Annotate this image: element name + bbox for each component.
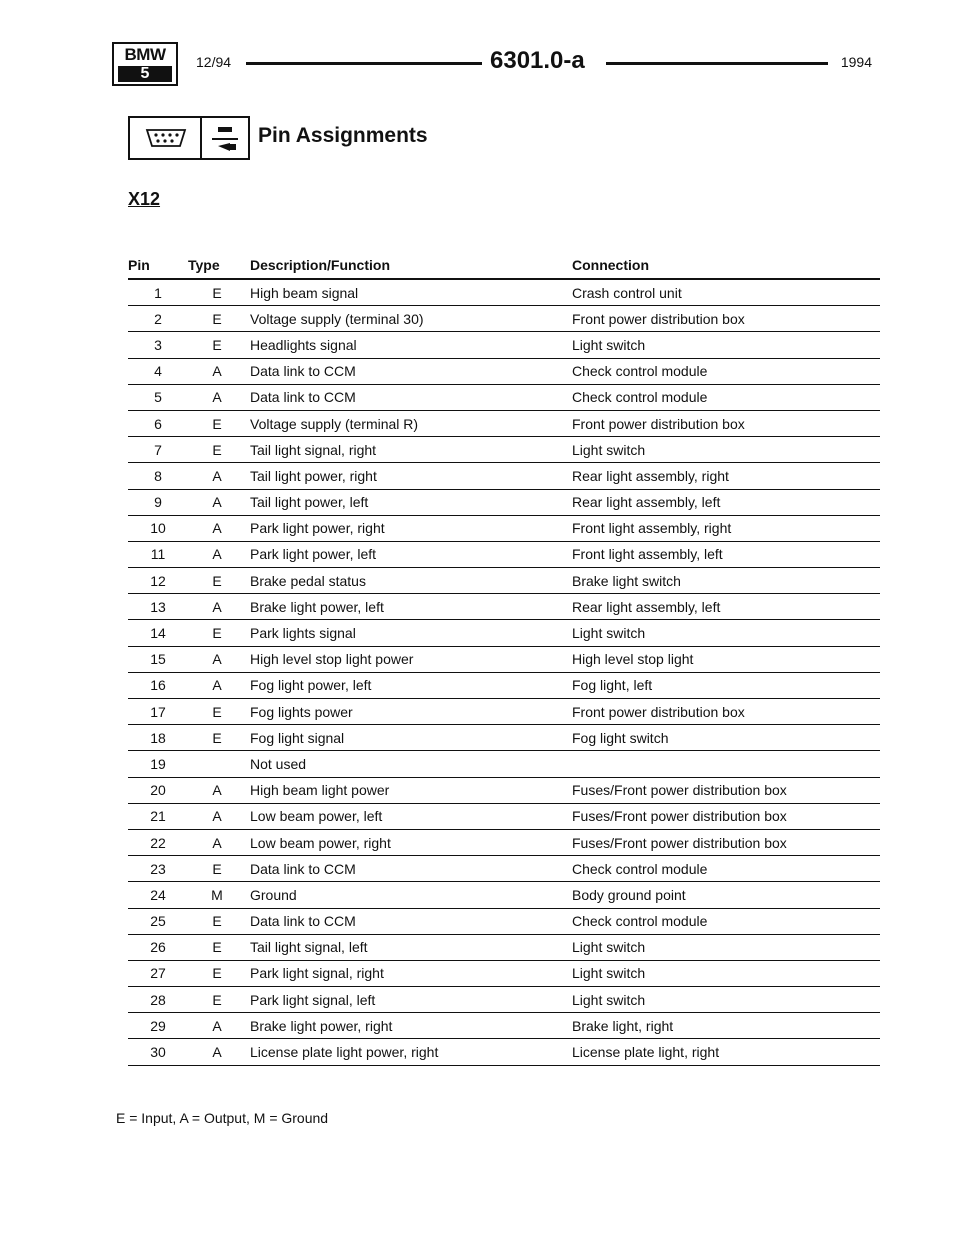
- pin-cell: 17: [128, 699, 188, 725]
- type-cell: M: [188, 882, 246, 908]
- table-row: [128, 829, 880, 855]
- connection-cell: Check control module: [572, 384, 880, 410]
- pin-cell: 18: [128, 725, 188, 751]
- connection-cell: Brake light, right: [572, 1013, 880, 1039]
- pin-cell: 21: [128, 803, 188, 829]
- type-cell: E: [188, 306, 246, 332]
- type-cell: E: [188, 410, 246, 436]
- connection-cell: Front light assembly, right: [572, 515, 880, 541]
- type-cell: A: [188, 672, 246, 698]
- description-cell: Park lights signal: [246, 620, 572, 646]
- pin-cell: 9: [128, 489, 188, 515]
- description-cell: Low beam power, left: [246, 803, 572, 829]
- table-header-row: [128, 252, 880, 279]
- connection-cell: Fuses/Front power distribution box: [572, 777, 880, 803]
- type-cell: A: [188, 489, 246, 515]
- pin-cell: 5: [128, 384, 188, 410]
- table-row: [128, 306, 880, 332]
- type-cell: E: [188, 620, 246, 646]
- table-row: [128, 934, 880, 960]
- type-cell: A: [188, 829, 246, 855]
- type-cell: A: [188, 384, 246, 410]
- table-row: [128, 568, 880, 594]
- description-cell: Fog light power, left: [246, 672, 572, 698]
- pin-cell: 30: [128, 1039, 188, 1065]
- connection-cell: Brake light switch: [572, 568, 880, 594]
- header-rule-right: [606, 62, 828, 65]
- connection-cell: Check control module: [572, 856, 880, 882]
- connection-cell: Fuses/Front power distribution box: [572, 803, 880, 829]
- description-cell: Tail light signal, left: [246, 934, 572, 960]
- type-cell: A: [188, 803, 246, 829]
- connector-icon-box: [128, 116, 250, 160]
- pin-cell: 24: [128, 882, 188, 908]
- connection-cell: Light switch: [572, 987, 880, 1013]
- connection-cell: Rear light assembly, right: [572, 463, 880, 489]
- type-cell: E: [188, 279, 246, 306]
- type-cell: A: [188, 1013, 246, 1039]
- type-cell: A: [188, 515, 246, 541]
- column-header-description: Description/Function: [246, 252, 572, 279]
- type-cell: [188, 751, 246, 777]
- pin-cell: 2: [128, 306, 188, 332]
- description-cell: Data link to CCM: [246, 856, 572, 882]
- page-header: [112, 42, 872, 88]
- header-rule-left: [246, 62, 482, 65]
- icon-divider: [200, 118, 202, 158]
- pin-cell: 1: [128, 279, 188, 306]
- connector-pins-icon: [144, 128, 188, 148]
- connection-cell: Light switch: [572, 437, 880, 463]
- description-cell: Low beam power, right: [246, 829, 572, 855]
- type-cell: A: [188, 541, 246, 567]
- pin-cell: 12: [128, 568, 188, 594]
- pin-cell: 10: [128, 515, 188, 541]
- connection-cell: License plate light, right: [572, 1039, 880, 1065]
- pin-cell: 6: [128, 410, 188, 436]
- type-cell: E: [188, 856, 246, 882]
- description-cell: Data link to CCM: [246, 358, 572, 384]
- table-row: [128, 463, 880, 489]
- pin-cell: 7: [128, 437, 188, 463]
- connection-cell: Fog light, left: [572, 672, 880, 698]
- table-row: [128, 960, 880, 986]
- pin-cell: 13: [128, 594, 188, 620]
- logo-text-top: BMW: [124, 45, 166, 64]
- table-row: [128, 908, 880, 934]
- table-row: [128, 1013, 880, 1039]
- table-row: [128, 751, 880, 777]
- pin-cell: 4: [128, 358, 188, 384]
- table-row: [128, 358, 880, 384]
- description-cell: Tail light power, left: [246, 489, 572, 515]
- table-row: [128, 515, 880, 541]
- table-row: [128, 410, 880, 436]
- description-cell: Tail light power, right: [246, 463, 572, 489]
- description-cell: Park light power, left: [246, 541, 572, 567]
- connection-cell: Fuses/Front power distribution box: [572, 829, 880, 855]
- description-cell: Tail light signal, right: [246, 437, 572, 463]
- type-cell: E: [188, 437, 246, 463]
- description-cell: Ground: [246, 882, 572, 908]
- connection-cell: High level stop light: [572, 646, 880, 672]
- table-row: [128, 541, 880, 567]
- pin-cell: 25: [128, 908, 188, 934]
- connection-cell: Light switch: [572, 620, 880, 646]
- description-cell: Fog lights power: [246, 699, 572, 725]
- description-cell: High level stop light power: [246, 646, 572, 672]
- description-cell: Brake pedal status: [246, 568, 572, 594]
- connection-cell: Body ground point: [572, 882, 880, 908]
- type-cell: E: [188, 960, 246, 986]
- description-cell: Brake light power, right: [246, 1013, 572, 1039]
- description-cell: Data link to CCM: [246, 384, 572, 410]
- table-row: [128, 882, 880, 908]
- pin-arrows-icon: [210, 124, 240, 154]
- pin-cell: 19: [128, 751, 188, 777]
- description-cell: Not used: [246, 751, 572, 777]
- connection-cell: Fog light switch: [572, 725, 880, 751]
- table-row: [128, 777, 880, 803]
- connection-cell: Rear light assembly, left: [572, 594, 880, 620]
- pin-cell: 14: [128, 620, 188, 646]
- description-cell: Brake light power, left: [246, 594, 572, 620]
- description-cell: Voltage supply (terminal R): [246, 410, 572, 436]
- pin-cell: 28: [128, 987, 188, 1013]
- connection-cell: Light switch: [572, 934, 880, 960]
- type-cell: E: [188, 987, 246, 1013]
- type-cell: E: [188, 725, 246, 751]
- connection-cell: Crash control unit: [572, 279, 880, 306]
- type-cell: A: [188, 463, 246, 489]
- type-cell: A: [188, 358, 246, 384]
- type-cell: E: [188, 934, 246, 960]
- pin-cell: 22: [128, 829, 188, 855]
- connection-cell: Check control module: [572, 358, 880, 384]
- type-cell: E: [188, 908, 246, 934]
- description-cell: High beam signal: [246, 279, 572, 306]
- logo-text-bottom: 5: [118, 66, 172, 82]
- description-cell: Park light signal, right: [246, 960, 572, 986]
- description-cell: Fog light signal: [246, 725, 572, 751]
- pin-cell: 15: [128, 646, 188, 672]
- bmw-5-logo: [112, 42, 178, 86]
- table-row: [128, 1039, 880, 1065]
- table-row: [128, 594, 880, 620]
- type-cell: E: [188, 699, 246, 725]
- pin-cell: 8: [128, 463, 188, 489]
- table-row: [128, 620, 880, 646]
- connection-cell: Front power distribution box: [572, 306, 880, 332]
- type-cell: A: [188, 1039, 246, 1065]
- type-cell: A: [188, 646, 246, 672]
- connection-cell: Light switch: [572, 332, 880, 358]
- connector-id: X12: [128, 189, 161, 209]
- table-row: [128, 489, 880, 515]
- table-row: [128, 279, 880, 306]
- description-cell: Voltage supply (terminal 30): [246, 306, 572, 332]
- section-title: Pin Assignments: [258, 124, 428, 147]
- type-cell: A: [188, 594, 246, 620]
- description-cell: Park light power, right: [246, 515, 572, 541]
- column-header-connection: Connection: [572, 252, 880, 279]
- type-cell: E: [188, 568, 246, 594]
- connection-cell: Front power distribution box: [572, 699, 880, 725]
- connection-cell: Check control module: [572, 908, 880, 934]
- description-cell: Data link to CCM: [246, 908, 572, 934]
- table-row: [128, 987, 880, 1013]
- description-cell: License plate light power, right: [246, 1039, 572, 1065]
- table-row: [128, 725, 880, 751]
- pin-cell: 26: [128, 934, 188, 960]
- type-cell: A: [188, 777, 246, 803]
- connection-cell: Front light assembly, left: [572, 541, 880, 567]
- description-cell: Headlights signal: [246, 332, 572, 358]
- table-row: [128, 672, 880, 698]
- header-date: 12/94: [196, 54, 232, 70]
- description-cell: Park light signal, left: [246, 987, 572, 1013]
- table-row: [128, 332, 880, 358]
- table-row: [128, 384, 880, 410]
- pin-cell: 3: [128, 332, 188, 358]
- type-cell: E: [188, 332, 246, 358]
- pin-cell: 11: [128, 541, 188, 567]
- column-header-pin: Pin: [128, 252, 188, 279]
- type-legend: E = Input, A = Output, M = Ground: [116, 1110, 329, 1126]
- column-header-type: Type: [188, 252, 246, 279]
- pin-cell: 29: [128, 1013, 188, 1039]
- description-cell: High beam light power: [246, 777, 572, 803]
- table-row: [128, 856, 880, 882]
- pin-cell: 16: [128, 672, 188, 698]
- pin-assignment-table: [128, 252, 880, 1066]
- header-code: 6301.0-a: [490, 47, 585, 74]
- table-row: [128, 699, 880, 725]
- table-row: [128, 803, 880, 829]
- header-year: 1994: [840, 54, 872, 70]
- connection-cell: Rear light assembly, left: [572, 489, 880, 515]
- connection-cell: Front power distribution box: [572, 410, 880, 436]
- pin-cell: 23: [128, 856, 188, 882]
- pin-cell: 20: [128, 777, 188, 803]
- table-row: [128, 646, 880, 672]
- table-row: [128, 437, 880, 463]
- connection-cell: Light switch: [572, 960, 880, 986]
- pin-cell: 27: [128, 960, 188, 986]
- connection-cell: [572, 751, 880, 777]
